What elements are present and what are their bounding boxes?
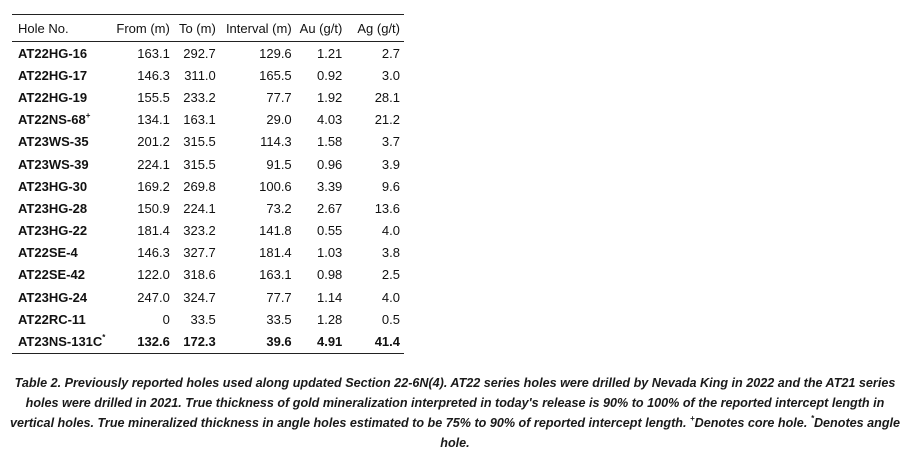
- cell-ag: 0.5: [381, 311, 400, 327]
- cell-interval: 181.4: [259, 245, 292, 261]
- cell-interval: 29.0: [266, 112, 292, 128]
- cell-to: 315.5: [183, 156, 216, 172]
- cell-hole-no: [12, 220, 110, 242]
- cell-hole-no: [12, 175, 110, 197]
- cell-from: 0: [162, 311, 170, 327]
- header-ag: Ag (g/t): [346, 15, 404, 42]
- hole-id: AT23HG-22: [18, 223, 88, 239]
- cell-au: 0.96: [316, 156, 343, 172]
- cell-interval: 91.5: [266, 156, 292, 172]
- cell-from: 132.6: [110, 330, 174, 353]
- hole-id: AT22RC-11: [18, 311, 86, 327]
- cell-hole-no: [12, 330, 110, 353]
- cell-ag: 13.6: [374, 200, 400, 216]
- cell-au: 1.03: [316, 245, 343, 261]
- cell-from: 134.1: [137, 112, 170, 128]
- table-row: [12, 64, 404, 86]
- cell-ag: 21.2: [374, 112, 400, 128]
- cell-to: 311.0: [184, 67, 216, 83]
- cell-au: 1.28: [316, 311, 343, 327]
- cell-ag: 4.0: [381, 223, 400, 239]
- cell-ag: 9.6: [381, 178, 400, 194]
- cell-to: 327.7: [183, 245, 216, 261]
- cell-hole-no: [12, 286, 110, 308]
- caption-core-text: Denotes core hole.: [694, 416, 811, 430]
- cell-ag: 4.0: [381, 289, 400, 305]
- cell-interval: 33.5: [266, 311, 292, 327]
- hole-id: AT23HG-28: [18, 200, 88, 216]
- cell-hole-no: [12, 131, 110, 153]
- table-row: [12, 242, 404, 264]
- cell-au: 1.21: [316, 45, 343, 61]
- cell-hole-no: [12, 308, 110, 330]
- cell-from: 146.3: [137, 245, 170, 261]
- cell-au: 1.58: [316, 134, 343, 150]
- cell-from: 224.1: [137, 156, 170, 172]
- header-interval: Interval (m): [220, 15, 296, 42]
- cell-from: 169.2: [137, 178, 170, 194]
- cell-to: 269.8: [183, 178, 216, 194]
- cell-hole-no: [12, 153, 110, 175]
- cell-ag: 3.7: [381, 134, 400, 150]
- cell-to: 318.6: [183, 267, 216, 283]
- table-row: [12, 308, 404, 330]
- caption-angle-text: Denotes angle hole.: [440, 416, 901, 450]
- drill-results-table: [12, 14, 404, 354]
- cell-to: 33.5: [190, 311, 216, 327]
- cell-au: 1.14: [316, 289, 343, 305]
- hole-id: AT23WS-35: [18, 134, 89, 150]
- hole-id: AT22SE-42: [18, 267, 85, 283]
- cell-to: 163.1: [183, 112, 216, 128]
- cell-to: 315.5: [183, 134, 216, 150]
- cell-interval: 100.6: [259, 178, 292, 194]
- cell-au: 0.55: [316, 223, 343, 239]
- table-row: [12, 264, 404, 286]
- hole-id: AT23WS-39: [18, 156, 89, 172]
- cell-hole-no: [12, 64, 110, 86]
- cell-au: 3.39: [316, 178, 343, 194]
- cell-interval: 39.6: [220, 330, 296, 353]
- table-row: [12, 42, 404, 65]
- hole-footnote-mark: *: [102, 332, 106, 342]
- cell-au: 0.98: [316, 267, 343, 283]
- table-caption: [8, 373, 902, 453]
- cell-from: 150.9: [137, 200, 170, 216]
- cell-interval: 165.5: [259, 67, 292, 83]
- caption-main: Table 2. Previously reported holes used along updated Section 22-6N(4). AT22 series holes were drilled by Nevada King in 2022 and the AT21 series holes were drilled in 2021. True thickness of gold mineralization interpreted in today's release is 90% to 100% of the reported intercept length in vertical holes. True mineralized thickness in angle holes estimated to be 75% to 90% of reported intercept length.: [9, 376, 896, 430]
- drill-results-table-container: [12, 14, 404, 354]
- table-row: [12, 109, 404, 131]
- cell-hole-no: [12, 86, 110, 108]
- hole-id: AT22HG-17: [18, 67, 88, 83]
- table-row: [12, 330, 404, 353]
- cell-au: 2.67: [316, 200, 343, 216]
- cell-from: 122.0: [137, 267, 170, 283]
- cell-hole-no: [12, 109, 110, 131]
- table-row: [12, 286, 404, 308]
- hole-id: AT22HG-16: [18, 45, 88, 61]
- header-hole-no: Hole No.: [12, 15, 110, 42]
- table-row: [12, 86, 404, 108]
- cell-ag: 2.7: [381, 45, 400, 61]
- cell-ag: 28.1: [374, 89, 400, 105]
- cell-hole-no: [12, 242, 110, 264]
- hole-id: AT23HG-30: [18, 178, 88, 194]
- cell-interval: 77.7: [266, 89, 292, 105]
- cell-from: 201.2: [137, 134, 170, 150]
- table-row: [12, 220, 404, 242]
- cell-au: 4.03: [316, 112, 343, 128]
- cell-ag: 2.5: [381, 267, 400, 283]
- cell-hole-no: [12, 197, 110, 219]
- caption-angle-mark: *: [810, 413, 814, 423]
- cell-interval: 141.8: [259, 223, 292, 239]
- cell-to: 323.2: [183, 223, 216, 239]
- hole-id: AT23HG-24: [18, 289, 88, 305]
- cell-to: 172.3: [174, 330, 220, 353]
- cell-ag: 3.0: [381, 67, 400, 83]
- cell-to: 292.7: [183, 45, 216, 61]
- cell-interval: 129.6: [259, 45, 292, 61]
- hole-footnote-mark: +: [85, 110, 91, 120]
- cell-au: 1.92: [316, 89, 343, 105]
- cell-hole-no: [12, 264, 110, 286]
- cell-ag: 3.9: [381, 156, 400, 172]
- cell-interval: 114.3: [260, 134, 292, 150]
- cell-to: 233.2: [183, 89, 216, 105]
- cell-from: 155.5: [137, 89, 170, 105]
- cell-interval: 163.1: [259, 267, 292, 283]
- hole-id: AT23NS-131C: [18, 334, 103, 350]
- header-from: From (m): [110, 15, 174, 42]
- cell-interval: 73.2: [266, 200, 292, 216]
- cell-from: 163.1: [137, 45, 170, 61]
- table-row: [12, 131, 404, 153]
- header-row: [12, 15, 404, 42]
- hole-id: AT22HG-19: [18, 89, 88, 105]
- cell-ag: 3.8: [381, 245, 400, 261]
- cell-ag: 41.4: [346, 330, 404, 353]
- table-body: [12, 42, 404, 354]
- table-row: [12, 197, 404, 219]
- cell-to: 324.7: [183, 289, 216, 305]
- cell-interval: 77.7: [266, 289, 292, 305]
- header-to: To (m): [174, 15, 220, 42]
- hole-id: AT22NS-68: [18, 112, 86, 128]
- header-au: Au (g/t): [296, 15, 347, 42]
- table-row: [12, 153, 404, 175]
- caption-core-mark: +: [689, 413, 695, 423]
- cell-to: 224.1: [183, 200, 216, 216]
- cell-from: 247.0: [137, 289, 170, 305]
- cell-from: 181.4: [137, 223, 170, 239]
- table-row: [12, 175, 404, 197]
- table-header: [12, 15, 404, 42]
- cell-hole-no: [12, 42, 110, 65]
- hole-id: AT22SE-4: [18, 245, 78, 261]
- cell-au: 0.92: [316, 67, 343, 83]
- cell-from: 146.3: [137, 67, 170, 83]
- cell-au: 4.91: [296, 330, 347, 353]
